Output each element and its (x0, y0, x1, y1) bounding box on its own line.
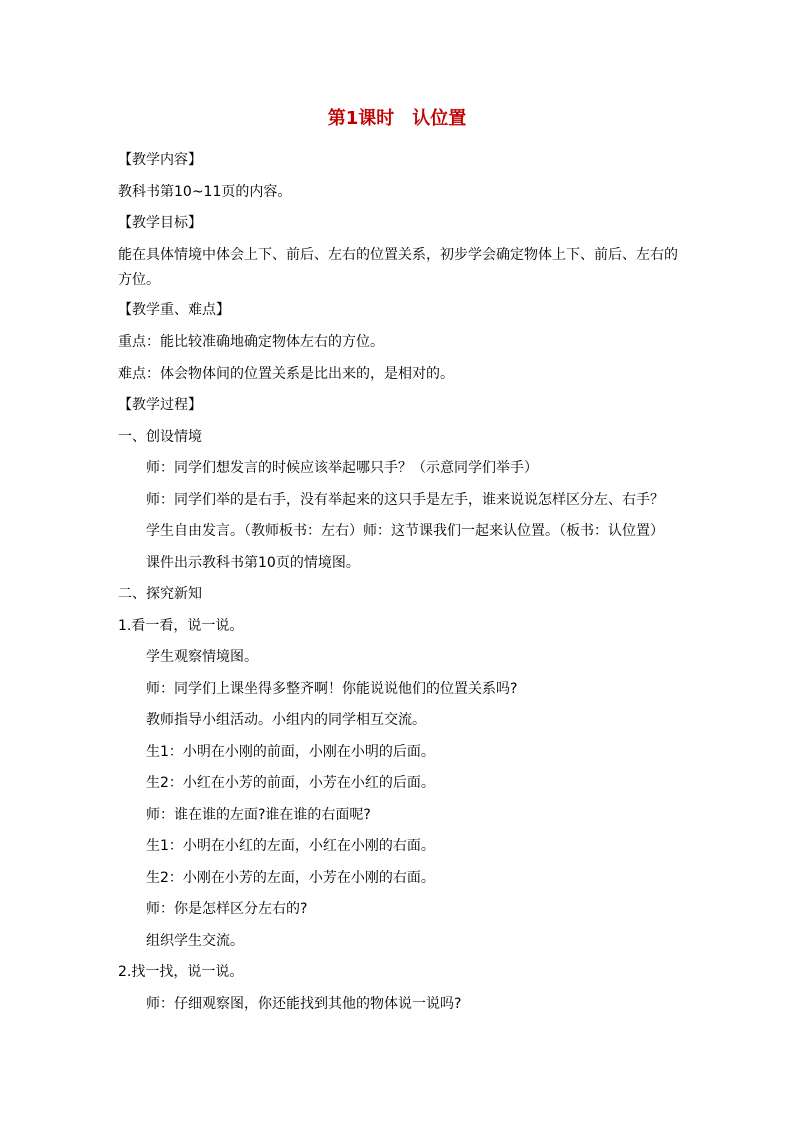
step1-line-3: 教师指导小组活动。小组内的同学相互交流。 (146, 712, 426, 728)
goals-text-line-2: 方位。 (118, 272, 160, 288)
step1-line-4: 生1：小明在小刚的前面，小刚在小明的后面。 (146, 744, 435, 760)
part2-heading: 二、探究新知 (118, 586, 202, 602)
step2-line-1: 师：仔细观察图，你还能找到其他的物体说一说吗? (146, 996, 462, 1012)
process-heading: 【教学过程】 (118, 397, 202, 413)
step1-line-5: 生2：小红在小芳的前面，小芳在小红的后面。 (146, 775, 435, 791)
part1-line-3: 学生自由发言。（教师板书：左右）师：这节课我们一起来认位置。（板书：认位置） (146, 523, 664, 539)
content-heading: 【教学内容】 (118, 152, 202, 168)
content-text: 教科书第10~11页的内容。 (118, 184, 292, 200)
lesson-title: 第1课时 认位置 (327, 108, 467, 129)
keypoints-heading: 【教学重、难点】 (118, 302, 230, 318)
keypoint-text: 重点：能比较准确地确定物体左右的方位。 (118, 334, 384, 350)
part1-heading: 一、创设情境 (118, 429, 202, 445)
step1-heading: 1.看一看，说一说。 (118, 618, 244, 634)
step1-line-1: 学生观察情境图。 (146, 649, 258, 665)
step1-line-2: 师：同学们上课坐得多整齐啊！你能说说他们的位置关系吗? (146, 681, 518, 697)
step1-line-8: 生2：小刚在小芳的左面，小芳在小刚的右面。 (146, 870, 435, 886)
part1-line-2: 师：同学们举的是右手，没有举起来的这只手是左手，谁来说说怎样区分左、右手？ (146, 492, 664, 508)
step1-line-9: 师：你是怎样区分左右的? (146, 901, 308, 917)
step1-line-7: 生1：小明在小红的左面，小红在小刚的右面。 (146, 838, 435, 854)
step2-heading: 2.找一找，说一说。 (118, 964, 244, 980)
step1-line-6: 师：谁在谁的左面?谁在谁的右面呢? (146, 807, 371, 823)
goals-heading: 【教学目标】 (118, 215, 202, 231)
part1-line-1: 师：同学们想发言的时候应该举起哪只手？（示意同学们举手） (146, 460, 538, 476)
difficulty-text: 难点：体会物体间的位置关系是比出来的，是相对的。 (118, 366, 454, 382)
step1-line-10: 组织学生交流。 (146, 933, 244, 949)
part1-line-4: 课件出示教科书第10页的情境图。 (146, 555, 360, 571)
goals-text-line-1: 能在具体情境中体会上下、前后、左右的位置关系，初步学会确定物体上下、前后、左右的 (118, 247, 678, 263)
